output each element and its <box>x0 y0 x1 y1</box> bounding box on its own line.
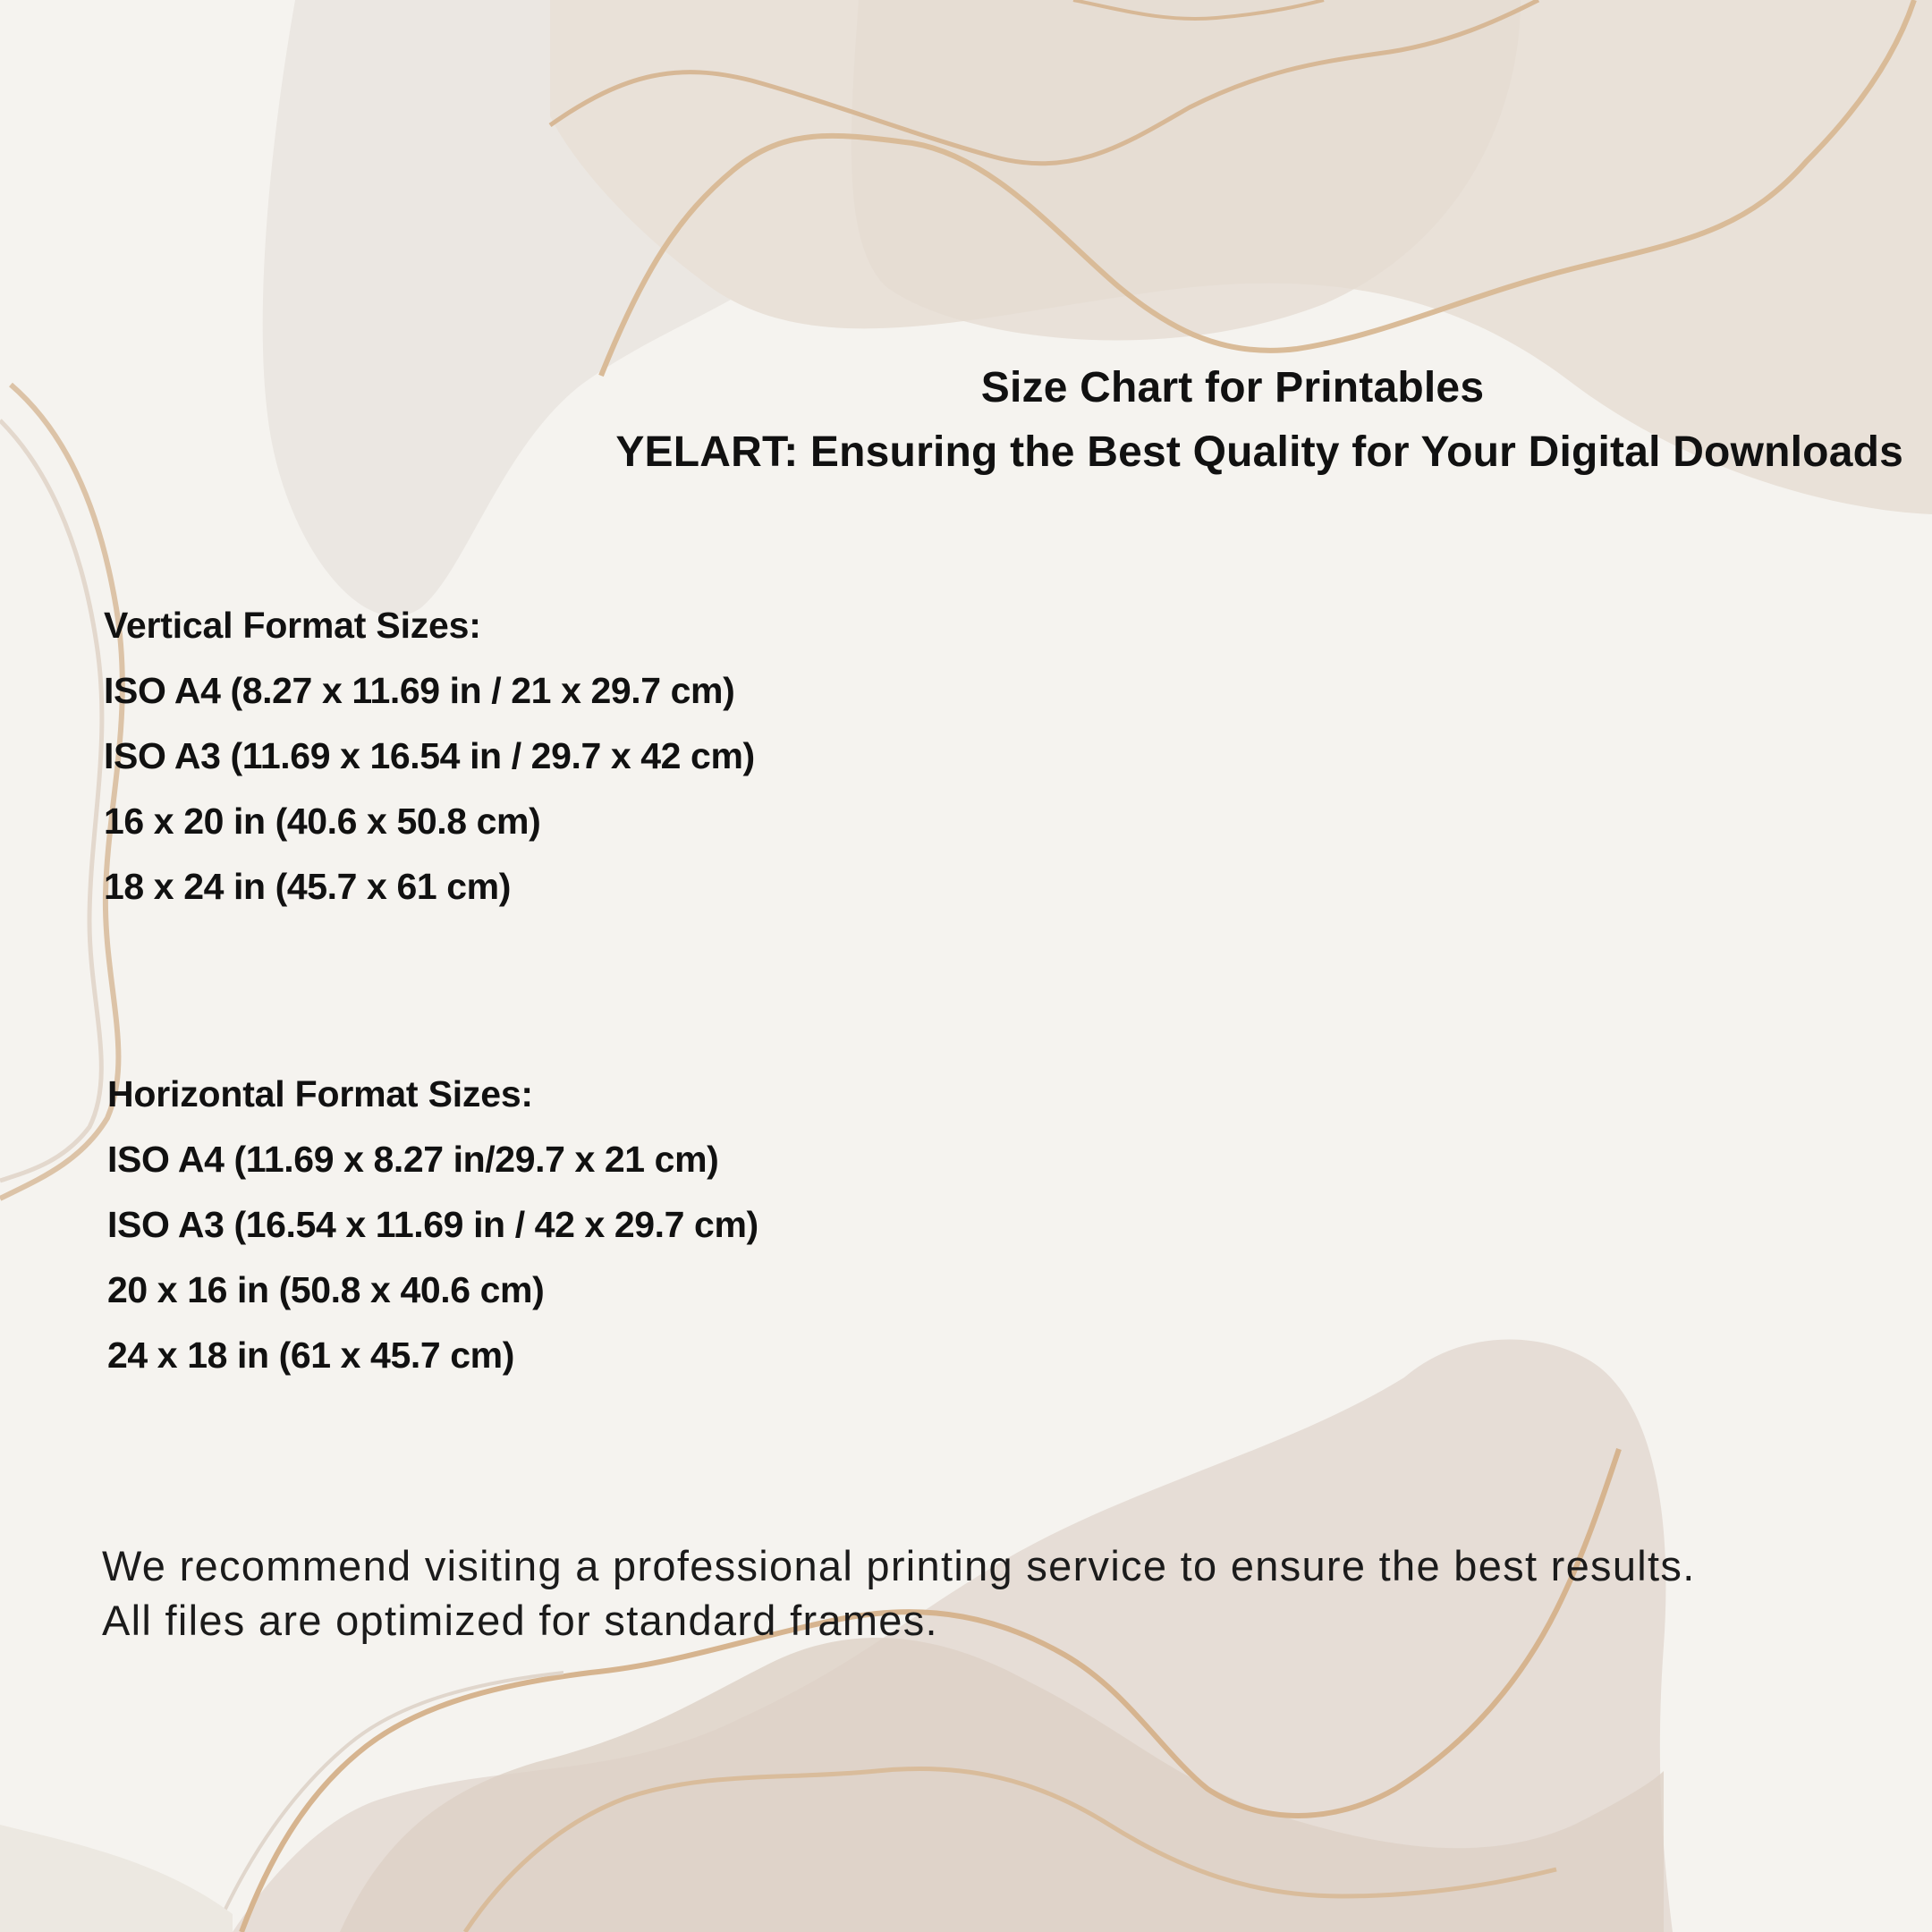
horizontal-size-item: ISO A4 (11.69 x 8.27 in/29.7 x 21 cm) <box>107 1139 719 1180</box>
page-title: Size Chart for Printables <box>980 364 1485 411</box>
page-header <box>562 356 1903 485</box>
printing-note-line: We recommend visiting a professional printing service to ensure the best results. <box>102 1542 1696 1589</box>
vertical-size-item: ISO A3 (11.69 x 16.54 in / 29.7 x 42 cm) <box>104 735 755 776</box>
printing-note <box>102 1538 1696 1648</box>
vertical-size-item: ISO A4 (8.27 x 11.69 in / 21 x 29.7 cm) <box>104 670 735 711</box>
vertical-size-item: 18 x 24 in (45.7 x 61 cm) <box>104 866 511 907</box>
horizontal-size-item: 24 x 18 in (61 x 45.7 cm) <box>107 1335 514 1376</box>
vertical-sizes-section <box>104 593 755 919</box>
horizontal-sizes-section <box>107 1062 758 1388</box>
horizontal-sizes-title: Horizontal Format Sizes: <box>107 1073 533 1114</box>
printing-note-line: All files are optimized for standard frames. <box>102 1597 938 1644</box>
horizontal-size-item: ISO A3 (16.54 x 11.69 in / 42 x 29.7 cm) <box>107 1204 758 1245</box>
vertical-sizes-title: Vertical Format Sizes: <box>104 605 481 646</box>
horizontal-size-item: 20 x 16 in (50.8 x 40.6 cm) <box>107 1269 545 1310</box>
page-subtitle: YELART: Ensuring the Best Quality for Your Digital Downloads <box>615 428 1903 476</box>
vertical-size-item: 16 x 20 in (40.6 x 50.8 cm) <box>104 801 541 842</box>
